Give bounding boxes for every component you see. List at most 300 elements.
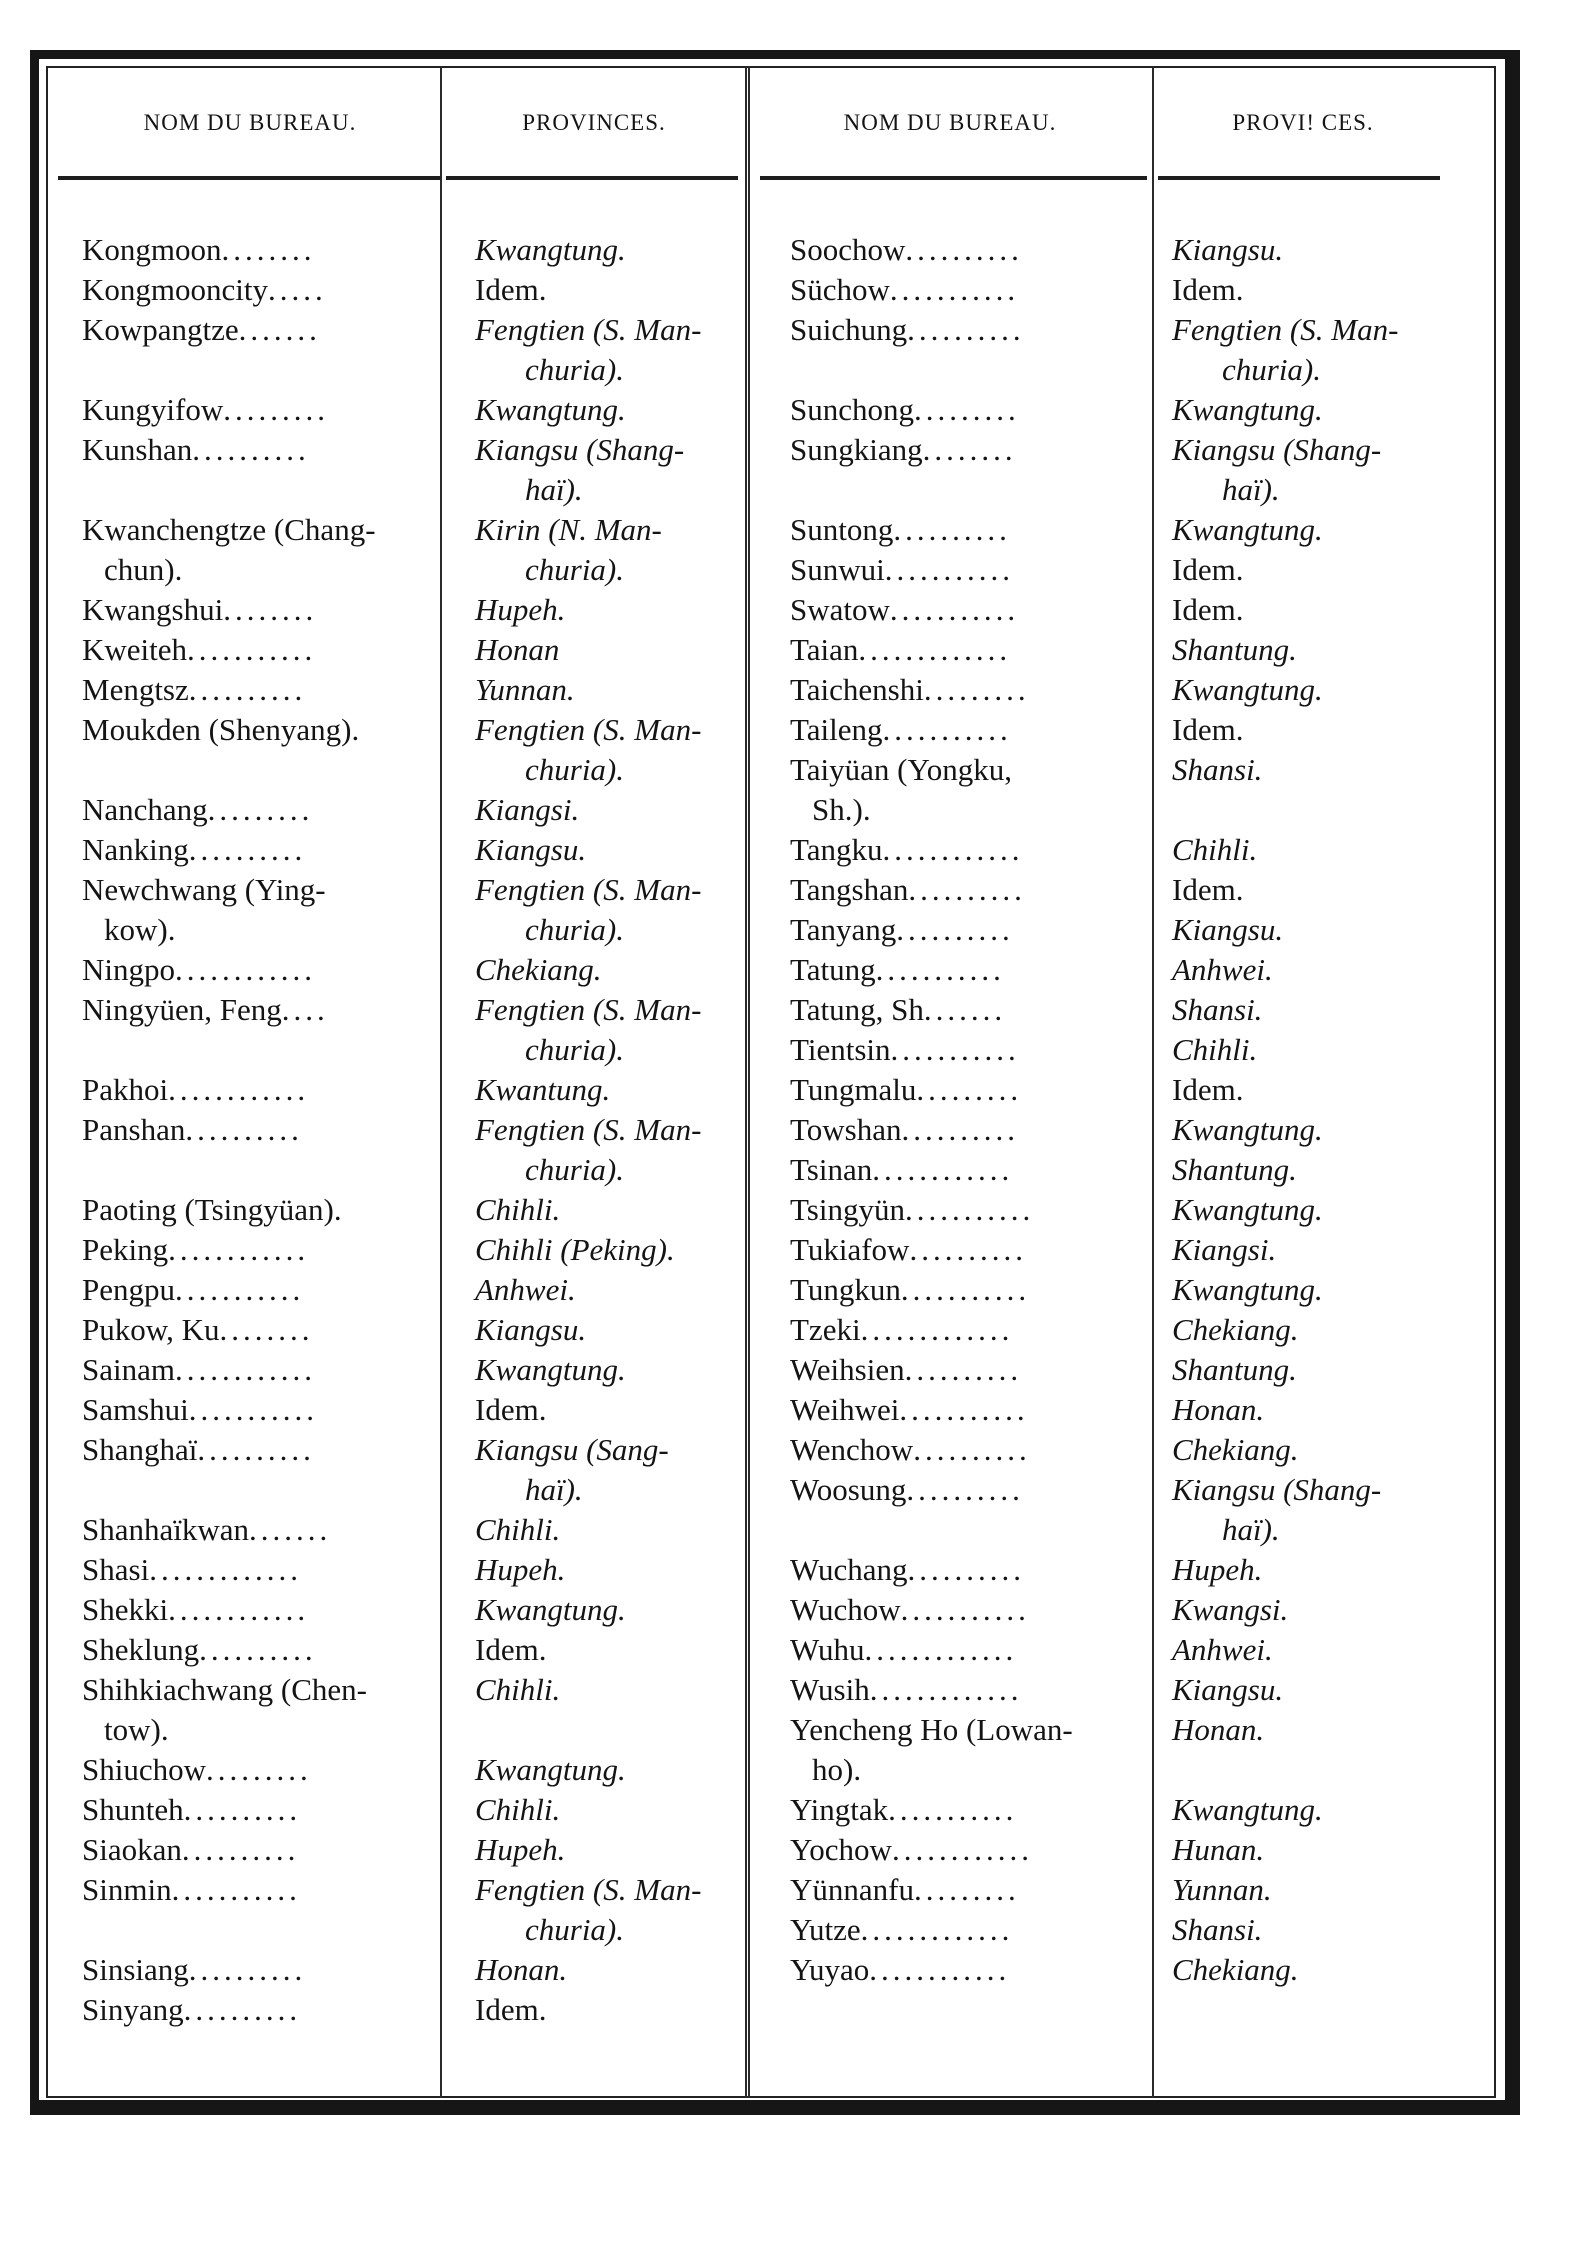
leader-dots: ............. xyxy=(149,1552,302,1587)
bureau-name-text: Suntong xyxy=(790,512,894,547)
province-name: Hunan. xyxy=(1172,1832,1265,1867)
province-name: Kwangtung. xyxy=(1172,512,1323,547)
bureau-name xyxy=(790,390,1150,430)
bureau-name-text: Shunteh xyxy=(82,1792,184,1827)
bureau-name-text: Shanghaï xyxy=(82,1432,198,1467)
bureau-name xyxy=(82,1950,437,1990)
province-name: Chihli. xyxy=(475,1192,561,1227)
bureau-name xyxy=(82,1430,437,1470)
bureau-name xyxy=(82,310,437,350)
leader-dots: .......... xyxy=(893,512,1011,547)
header-rule xyxy=(58,176,440,180)
leader-dots: .......... xyxy=(907,312,1025,347)
bureau-name-text: Wusih xyxy=(790,1672,870,1707)
province-name: Kwangtung. xyxy=(475,1592,626,1627)
bureau-name xyxy=(790,510,1150,550)
bureau-name xyxy=(82,1990,437,2030)
bureau-name xyxy=(790,1070,1150,1110)
bureau-name xyxy=(790,1670,1150,1710)
center-divider xyxy=(745,66,750,2098)
leader-dots: ........... xyxy=(188,1392,319,1427)
bureau-name xyxy=(790,950,1150,990)
bureau-name-text: Yuyao xyxy=(790,1952,870,1987)
leader-dots: .......... xyxy=(188,672,307,707)
province-name: Kwangtung. xyxy=(1172,672,1323,707)
province-name: Shantung. xyxy=(1172,632,1297,667)
bureau-name-text: Suichung xyxy=(790,312,908,347)
row-spacer xyxy=(1172,1750,1452,1790)
bureau-name xyxy=(82,1190,437,1230)
bureau-name xyxy=(790,870,1150,910)
bureau-name xyxy=(790,1950,1150,1990)
bureau-name xyxy=(82,590,437,630)
bureau-name xyxy=(790,1550,1150,1590)
bureau-name-text: Tsingyün xyxy=(790,1192,905,1227)
province-name: churia). xyxy=(525,352,625,387)
bureau-name-text: Taiyüan (Yongku, xyxy=(790,752,1013,787)
bureau-name-text: Kowpangtze xyxy=(82,312,239,347)
bureau-name xyxy=(82,1550,437,1590)
province-name: Kwangtung. xyxy=(1172,1792,1323,1827)
province-name: Kiangsu (Shang- xyxy=(1172,1472,1382,1507)
province-name: haï). xyxy=(525,472,583,507)
leader-dots: ........... xyxy=(889,592,1020,627)
leader-dots: ............. xyxy=(860,1912,1014,1947)
bureau-name-text: Shekki xyxy=(82,1592,169,1627)
bureau-name-text: Tungkun xyxy=(790,1272,901,1307)
leader-dots: .......... xyxy=(913,1432,1031,1467)
bureau-name-text: Samshui xyxy=(82,1392,189,1427)
bureau-name-continued: chun). xyxy=(104,552,183,587)
bureau-name-text: Yochow xyxy=(790,1832,892,1867)
province-name: Yunnan. xyxy=(475,672,575,707)
leader-dots: .......... xyxy=(904,1352,1023,1387)
bureau-name xyxy=(790,1870,1150,1910)
leader-dots: .......... xyxy=(906,1472,1024,1507)
leader-dots: .... xyxy=(281,992,329,1027)
bureau-name xyxy=(790,710,1150,750)
bureau-name-text: Sinyang xyxy=(82,1992,184,2027)
bureau-name-text: Tangshan xyxy=(790,872,909,907)
bureau-name-continued: tow). xyxy=(104,1712,169,1747)
bureau-name xyxy=(790,1590,1150,1630)
bureau-name-text: Weihsien xyxy=(790,1352,905,1387)
leader-dots: ............ xyxy=(891,1832,1033,1867)
leader-dots: .......... xyxy=(199,1632,317,1667)
leader-dots: ............. xyxy=(860,1312,1014,1347)
leader-dots: ........ xyxy=(223,592,318,627)
leader-dots: ........... xyxy=(882,712,1012,747)
row-spacer xyxy=(790,350,1150,390)
province-name: churia). xyxy=(525,1912,625,1947)
header-nom-du-bureau: NOM DU BUREAU. xyxy=(143,110,357,135)
bureau-name-text: Wenchow xyxy=(790,1432,914,1467)
bureau-name-text: Sinmin xyxy=(82,1872,172,1907)
leader-dots: ............ xyxy=(168,1072,310,1107)
province-name: Shansi. xyxy=(1172,1912,1263,1947)
province-name: Idem. xyxy=(1172,592,1244,627)
bureau-name-text: Yutze xyxy=(790,1912,861,1947)
row-spacer xyxy=(82,1150,437,1190)
province-name: churia). xyxy=(525,912,625,947)
province-name: Kwangtung. xyxy=(1172,1272,1323,1307)
bureau-name-text: Yünnanfu xyxy=(790,1872,914,1907)
bureau-name-text: Kwangshui xyxy=(82,592,224,627)
bureau-name-text: Taichenshi xyxy=(790,672,924,707)
province-name: churia). xyxy=(525,1152,625,1187)
bureau-name xyxy=(790,1830,1150,1870)
province-name: Kwangsi. xyxy=(1172,1592,1289,1627)
bureau-name-text: Wuhu xyxy=(790,1632,865,1667)
bureau-name-text: Tanyang xyxy=(790,912,897,947)
bureau-name-text: Tatung, Sh xyxy=(790,992,924,1027)
bureau-name-text: Tientsin xyxy=(790,1032,891,1067)
province-name: Chihli. xyxy=(1172,832,1258,867)
bureau-name-text: Mengtsz xyxy=(82,672,189,707)
leader-dots: ........... xyxy=(890,1032,1020,1067)
province-name: Idem. xyxy=(1172,1072,1244,1107)
province-name: Hupeh. xyxy=(475,1552,566,1587)
leader-dots: ........ xyxy=(219,1312,314,1347)
bureau-name xyxy=(82,710,437,750)
bureau-name-text: Woosung xyxy=(790,1472,907,1507)
bureau-name-text: Yingtak xyxy=(790,1792,889,1827)
bureau-name-text: Weihwei xyxy=(790,1392,900,1427)
leader-dots: ....... xyxy=(238,312,321,347)
leader-dots: .......... xyxy=(183,1792,302,1827)
bureau-name xyxy=(82,1750,437,1790)
province-name: Idem. xyxy=(475,1632,547,1667)
leader-dots: ......... xyxy=(914,392,1020,427)
province-name: haï). xyxy=(1222,1512,1280,1547)
bureau-name xyxy=(82,1790,437,1830)
bureau-name-text: Sinsiang xyxy=(82,1952,189,1987)
bureau-name-text: Tukiafow xyxy=(790,1232,910,1267)
leader-dots: ......... xyxy=(207,792,314,827)
bureau-name xyxy=(790,1230,1150,1270)
bureau-name-text: Towshan xyxy=(790,1112,902,1147)
leader-dots: .......... xyxy=(901,1112,1019,1147)
bureau-name xyxy=(82,870,437,910)
bureau-name-text: Panshan xyxy=(82,1112,186,1147)
bureau-name xyxy=(82,1670,437,1710)
bureau-name xyxy=(82,1070,437,1110)
bureau-name-continued: Sh.). xyxy=(812,792,871,827)
leader-dots: ........... xyxy=(187,632,317,667)
row-spacer xyxy=(82,470,437,510)
bureau-name xyxy=(82,270,437,310)
bureau-name-text: Kongmooncity xyxy=(82,272,268,307)
province-name: Hupeh. xyxy=(1172,1552,1263,1587)
leader-dots: ..... xyxy=(268,272,327,307)
bureau-name xyxy=(82,1830,437,1870)
bureau-name-text: Tatung xyxy=(790,952,876,987)
province-name: Fengtien (S. Man- xyxy=(475,312,702,347)
leader-dots: ............ xyxy=(175,952,316,987)
bureau-name-text: Sheklung xyxy=(82,1632,200,1667)
province-name: Kiangsu (Shang- xyxy=(475,432,685,467)
bureau-name xyxy=(82,1630,437,1670)
province-name: Chihli. xyxy=(475,1672,561,1707)
bureau-name-text: Sunchong xyxy=(790,392,914,427)
bureau-name xyxy=(790,990,1150,1030)
bureau-name xyxy=(790,1630,1150,1670)
bureau-name xyxy=(82,1350,437,1390)
header-rule xyxy=(760,176,1147,180)
province-name: Idem. xyxy=(1172,272,1244,307)
bureau-name xyxy=(82,630,437,670)
bureau-name xyxy=(790,910,1150,950)
leader-dots: ......... xyxy=(923,672,1030,707)
leader-dots: .......... xyxy=(908,872,1026,907)
left-bureau-column xyxy=(82,230,437,2030)
bureau-name xyxy=(82,1590,437,1630)
bureau-name-text: Tzeki xyxy=(790,1312,861,1347)
province-name: haï). xyxy=(1222,472,1280,507)
leader-dots: ............ xyxy=(872,1152,1014,1187)
province-name: Honan xyxy=(475,632,560,667)
bureau-name xyxy=(82,1270,437,1310)
leader-dots: ....... xyxy=(249,1512,332,1547)
province-name: Kiangsu. xyxy=(1172,1672,1284,1707)
leader-dots: ........... xyxy=(875,952,1005,987)
bureau-name-text: Siaokan xyxy=(82,1832,182,1867)
leader-dots: ......... xyxy=(223,392,329,427)
province-name: Kiangsu (Sang- xyxy=(475,1432,669,1467)
bureau-name xyxy=(82,1510,437,1550)
leader-dots: .......... xyxy=(192,432,310,467)
bureau-name-text: Peking xyxy=(82,1232,169,1267)
province-name: Fengtien (S. Man- xyxy=(475,1112,702,1147)
leader-dots: ......... xyxy=(916,1072,1023,1107)
bureau-name-text: Nanchang xyxy=(82,792,208,827)
province-name: Shantung. xyxy=(1172,1352,1297,1387)
bureau-name-text: Shihkiachwang (Chen- xyxy=(82,1672,367,1707)
province-name: Honan. xyxy=(475,1952,568,1987)
leader-dots: ......... xyxy=(913,1872,1020,1907)
header-rule xyxy=(446,176,738,180)
bureau-name xyxy=(790,670,1150,710)
province-name: Kiangsu. xyxy=(1172,912,1284,947)
leader-dots: ........... xyxy=(900,1592,1030,1627)
bureau-name xyxy=(790,1030,1150,1070)
province-name: Idem. xyxy=(1172,872,1244,907)
leader-dots: .......... xyxy=(896,912,1014,947)
bureau-name xyxy=(82,1390,437,1430)
bureau-name xyxy=(82,1870,437,1910)
bureau-name-text: Kunshan xyxy=(82,432,193,467)
leader-dots: ............ xyxy=(869,1952,1011,1987)
province-name: Kiangsi. xyxy=(475,792,580,827)
bureau-name-text: Ningyüen, Feng xyxy=(82,992,282,1027)
province-name: Kwangtung. xyxy=(1172,1112,1323,1147)
bureau-name xyxy=(82,390,437,430)
bureau-name xyxy=(790,430,1150,470)
bureau-name xyxy=(790,230,1150,270)
province-name: Kwangtung. xyxy=(475,1752,626,1787)
bureau-name-text: Newchwang (Ying- xyxy=(82,872,326,907)
leader-dots: .......... xyxy=(188,1952,307,1987)
bureau-name xyxy=(790,1430,1150,1470)
province-name: Idem. xyxy=(475,1392,547,1427)
bureau-name xyxy=(82,230,437,270)
leader-dots: ........ xyxy=(922,432,1017,467)
bureau-name xyxy=(82,950,437,990)
province-name: Shantung. xyxy=(1172,1152,1297,1187)
bureau-name xyxy=(790,630,1150,670)
bureau-name-text: Pakhoi xyxy=(82,1072,169,1107)
bureau-name xyxy=(790,1190,1150,1230)
province-name: Honan. xyxy=(1172,1712,1265,1747)
province-name: Fengtien (S. Man- xyxy=(475,1872,702,1907)
row-spacer xyxy=(82,350,437,390)
province-name: Kiangsu (Shang- xyxy=(1172,432,1382,467)
leader-dots: ............ xyxy=(168,1592,310,1627)
province-name: Honan. xyxy=(1172,1392,1265,1427)
bureau-name-text: Kweiteh xyxy=(82,632,188,667)
province-name: Chekiang. xyxy=(1172,1432,1299,1467)
row-spacer xyxy=(82,750,437,790)
province-name: Hupeh. xyxy=(475,592,566,627)
bureau-name xyxy=(790,1710,1150,1750)
row-spacer xyxy=(82,1470,437,1510)
bureau-name-text: Paoting (Tsingyüan). xyxy=(82,1192,342,1227)
leader-dots: ....... xyxy=(923,992,1007,1027)
bureau-name-text: Yencheng Ho (Lowan- xyxy=(790,1712,1073,1747)
province-name: Kirin (N. Man- xyxy=(475,512,662,547)
province-name: Anhwei. xyxy=(1172,1632,1273,1667)
province-name: churia). xyxy=(525,752,625,787)
bureau-name xyxy=(790,1110,1150,1150)
bureau-name xyxy=(790,590,1150,630)
bureau-name xyxy=(82,1310,437,1350)
bureau-name xyxy=(790,1910,1150,1950)
leader-dots: ........ xyxy=(221,232,316,267)
bureau-name-text: Moukden (Shenyang). xyxy=(82,712,360,747)
left-province-column xyxy=(475,230,743,2030)
leader-dots: .......... xyxy=(197,1432,315,1467)
bureau-name-text: Shiuchow xyxy=(82,1752,206,1787)
province-name: Idem. xyxy=(475,1992,547,2027)
header-nom-du-bureau: NOM DU BUREAU. xyxy=(843,110,1057,135)
province-name: churia). xyxy=(1222,352,1322,387)
leader-dots: ........... xyxy=(171,1872,301,1907)
bureau-name-continued: ho). xyxy=(812,1752,862,1787)
bureau-name-text: Taileng xyxy=(790,712,883,747)
bureau-name-text: Nanking xyxy=(82,832,189,867)
bureau-name xyxy=(82,830,437,870)
province-name: Kwangtung. xyxy=(475,232,626,267)
leader-dots: .......... xyxy=(183,1992,302,2027)
bureau-name xyxy=(790,270,1150,310)
bureau-name-text: Sunwui xyxy=(790,552,885,587)
bureau-name-text: Kungyifow xyxy=(82,392,224,427)
leader-dots: ............ xyxy=(882,832,1024,867)
bureau-name-text: Tungmalu xyxy=(790,1072,917,1107)
province-name: Kwangtung. xyxy=(475,1352,626,1387)
province-name: Fengtien (S. Man- xyxy=(475,712,702,747)
leader-dots: ........... xyxy=(899,1392,1029,1427)
leader-dots: .......... xyxy=(905,232,1023,267)
bureau-name xyxy=(790,310,1150,350)
bureau-name xyxy=(790,1390,1150,1430)
header-provinces: PROVINCES. xyxy=(522,110,666,135)
province-name: Kiangsu. xyxy=(475,1312,587,1347)
row-spacer xyxy=(790,1510,1150,1550)
bureau-name xyxy=(790,1470,1150,1510)
row-spacer xyxy=(1172,790,1452,830)
bureau-name xyxy=(82,1110,437,1150)
leader-dots: ............ xyxy=(175,1352,316,1387)
province-name: Fengtien (S. Man- xyxy=(475,872,702,907)
province-name: Fengtien (S. Man- xyxy=(475,992,702,1027)
province-name: Hupeh. xyxy=(475,1832,566,1867)
province-name: Kwangtung. xyxy=(1172,1192,1323,1227)
bureau-name-continued: kow). xyxy=(104,912,176,947)
bureau-name-text: Wuchang xyxy=(790,1552,908,1587)
bureau-name xyxy=(790,1270,1150,1310)
leader-dots: ............. xyxy=(864,1632,1018,1667)
leader-dots: ........... xyxy=(175,1272,305,1307)
leader-dots: ........... xyxy=(884,552,1014,587)
bureau-name xyxy=(790,550,1150,590)
province-name: Shansi. xyxy=(1172,992,1263,1027)
right-province-column xyxy=(1172,230,1452,1990)
bureau-name xyxy=(82,670,437,710)
bureau-name-text: Taian xyxy=(790,632,859,667)
province-name: Chihli. xyxy=(1172,1032,1258,1067)
leader-dots: ............. xyxy=(858,632,1012,667)
bureau-name xyxy=(82,990,437,1030)
province-name: Idem. xyxy=(1172,712,1244,747)
bureau-name xyxy=(790,1150,1150,1190)
province-name: churia). xyxy=(525,552,625,587)
bureau-name-text: Kwanchengtze (Chang- xyxy=(82,512,376,547)
bureau-name-text: Soochow xyxy=(790,232,906,267)
province-name: Chekiang. xyxy=(475,952,602,987)
column-divider xyxy=(1152,66,1154,2098)
bureau-name xyxy=(790,830,1150,870)
bureau-name xyxy=(790,1350,1150,1390)
row-spacer xyxy=(475,1710,743,1750)
leader-dots: ........... xyxy=(889,272,1020,307)
province-name: Kiangsu. xyxy=(1172,232,1284,267)
province-name: Chihli. xyxy=(475,1512,561,1547)
province-name: Kwangtung. xyxy=(475,392,626,427)
leader-dots: .......... xyxy=(907,1552,1026,1587)
province-name: Chekiang. xyxy=(1172,1952,1299,1987)
province-name: Chekiang. xyxy=(1172,1312,1299,1347)
bureau-name-text: Kongmoon xyxy=(82,232,222,267)
leader-dots: .......... xyxy=(188,832,307,867)
bureau-name-text: Pukow, Ku xyxy=(82,1312,220,1347)
province-name: Anhwei. xyxy=(1172,952,1273,987)
bureau-name-text: Wuchow xyxy=(790,1592,901,1627)
province-name: Kwantung. xyxy=(475,1072,611,1107)
province-name: Fengtien (S. Man- xyxy=(1172,312,1399,347)
row-spacer xyxy=(790,470,1150,510)
header-provinces: PROVI! CES. xyxy=(1232,110,1374,135)
province-name: Chihli (Peking). xyxy=(475,1232,675,1267)
leader-dots: ........... xyxy=(888,1792,1018,1827)
row-spacer xyxy=(82,1910,437,1950)
leader-dots: .......... xyxy=(909,1232,1027,1267)
bureau-name xyxy=(790,1310,1150,1350)
leader-dots: ............. xyxy=(869,1672,1023,1707)
province-name: Yunnan. xyxy=(1172,1872,1272,1907)
leader-dots: ............ xyxy=(168,1232,310,1267)
bureau-name xyxy=(82,790,437,830)
